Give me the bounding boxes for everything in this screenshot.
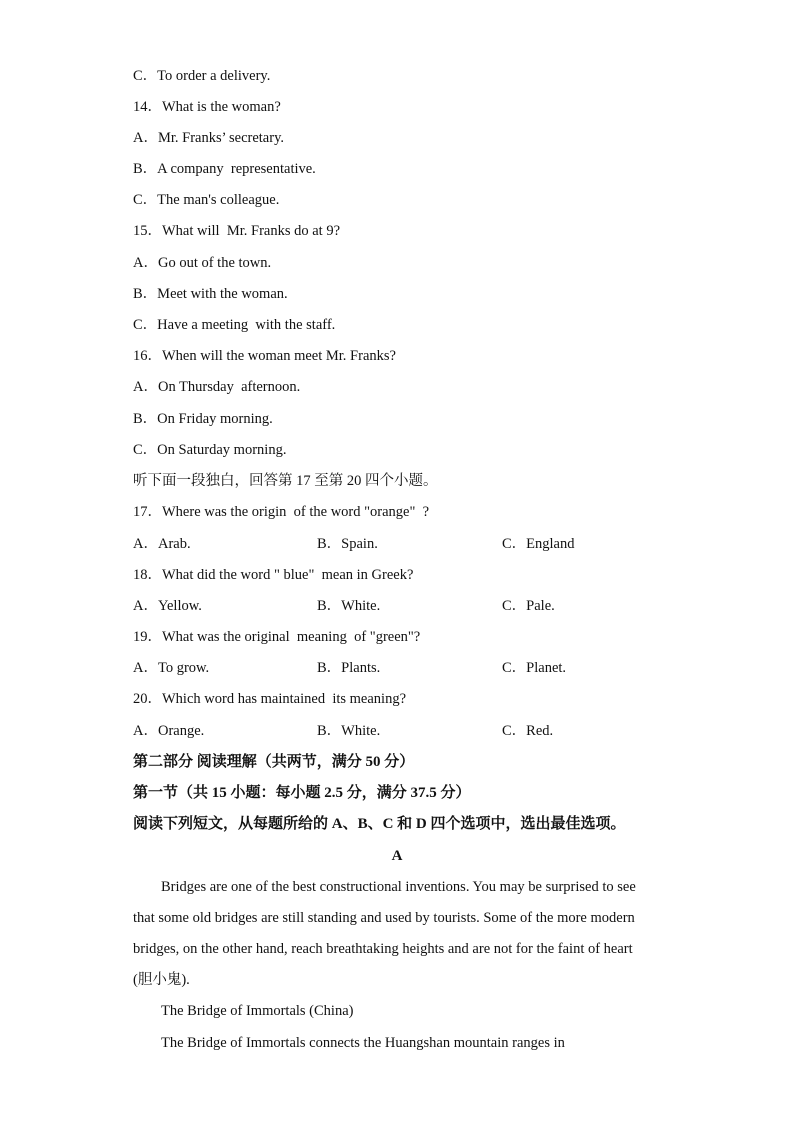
section1-heading: 第一节（共 15 小题：每小题 2.5 分，满分 37.5 分）	[133, 785, 471, 801]
option-16a: A．On Thursday afternoon.	[133, 379, 301, 395]
option-16b: B．On Friday morning.	[133, 411, 273, 427]
passage-paragraph-1: Bridges are one of the best constructional inventions. You may be surprised to see that some old bridges are still standing and used by tourists. Some of the more modern bridges, on the other hand, reach breathtaking heights and are not for the faint of heart (胆小鬼).	[133, 879, 636, 988]
reading-instruction: 阅读下列短文，从每题所给的 A、B、C 和 D 四个选项中，选出最佳选项。	[133, 816, 626, 832]
option-20a: A．Orange.	[133, 723, 205, 739]
option-13c: C．To order a delivery.	[133, 68, 271, 84]
monologue-instruction: 听下面一段独白，回答第 17 至第 20 四个小题。	[133, 473, 438, 489]
option-14a: A．Mr. Franks’ secretary.	[133, 130, 284, 146]
question-15: 15．What will Mr. Franks do at 9?	[133, 223, 341, 239]
passage-letter: A	[391, 848, 403, 864]
options-17	[133, 534, 693, 554]
option-17c: C．England	[502, 536, 575, 552]
question-19: 19．What was the original meaning of "green"?	[133, 629, 421, 645]
option-19c: C．Planet.	[502, 660, 567, 676]
option-15b: B．Meet with the woman.	[133, 286, 288, 302]
options-20	[133, 721, 693, 741]
option-20c: C．Red.	[502, 723, 554, 739]
option-17a: A．Arab.	[133, 536, 191, 552]
option-19b: B．Plants.	[317, 660, 381, 676]
option-14b: B．A company representative.	[133, 161, 316, 177]
part2-heading: 第二部分 阅读理解（共两节，满分 50 分）	[133, 754, 415, 770]
options-18	[133, 596, 693, 616]
option-16c: C．On Saturday morning.	[133, 442, 287, 458]
question-16: 16．When will the woman meet Mr. Franks?	[133, 348, 396, 364]
option-18b: B．White.	[317, 598, 381, 614]
passage-paragraph-2: The Bridge of Immortals connects the Huangshan mountain ranges in	[161, 1035, 565, 1051]
passage-subheading: The Bridge of Immortals (China)	[161, 1003, 354, 1019]
question-20: 20．Which word has maintained its meaning?	[133, 691, 407, 707]
question-17: 17．Where was the origin of the word "orange" ?	[133, 504, 430, 520]
option-19a: A．To grow.	[133, 660, 210, 676]
option-20b: B．White.	[317, 723, 381, 739]
option-17b: B．Spain.	[317, 536, 378, 552]
option-14c: C．The man's colleague.	[133, 192, 280, 208]
option-15c: C．Have a meeting with the staff.	[133, 317, 336, 333]
option-18c: C．Pale.	[502, 598, 555, 614]
options-19	[133, 658, 693, 678]
option-18a: A．Yellow.	[133, 598, 202, 614]
question-14: 14．What is the woman?	[133, 99, 281, 115]
option-15a: A．Go out of the town.	[133, 255, 272, 271]
question-18: 18．What did the word " blue" mean in Greek?	[133, 567, 414, 583]
